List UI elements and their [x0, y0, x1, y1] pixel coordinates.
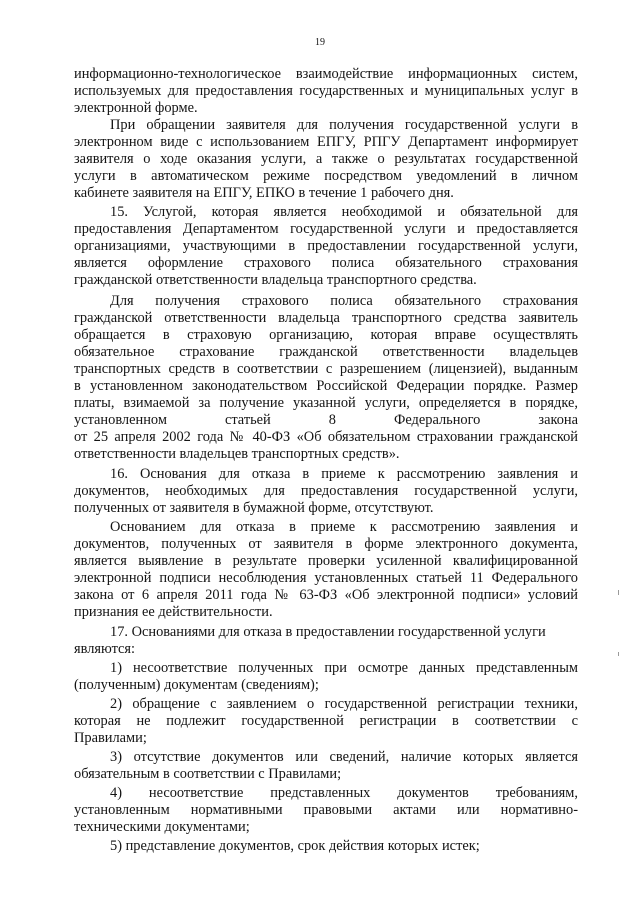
- scan-artifact-mark: [618, 590, 619, 595]
- text-line: услуги в автоматическом режиме посредством уведомлений в личном: [74, 168, 578, 184]
- text-line: Правилами;: [74, 730, 147, 746]
- text-line: (полученным) документам (сведениям);: [74, 677, 319, 693]
- text-line: 5) представление документов, срок действия которых истек;: [110, 838, 480, 854]
- text-line: 2) обращение с заявлением о государственной регистрации техники,: [110, 696, 578, 712]
- text-line: 17. Основаниями для отказа в предоставлении государственной услуги: [110, 624, 546, 640]
- text-line: информационно-технологическое взаимодействие информационных систем,: [74, 66, 578, 82]
- text-line: При обращении заявителя для получения государственной услуги в: [110, 117, 578, 133]
- text-line: предоставления Департаментом государственной услуги и предоставляется: [74, 221, 578, 237]
- page-number: 19: [315, 37, 325, 48]
- scan-artifact-mark: [618, 652, 619, 656]
- text-line: от 25 апреля 2002 года № 40-ФЗ «Об обязательном страховании гражданской: [74, 429, 578, 445]
- text-line: электронной подписи несоблюдения установленных статьей 11 Федерального: [74, 570, 578, 586]
- text-line: является оформление страхового полиса обязательного страхования: [74, 255, 578, 271]
- text-line: признания ее действительности.: [74, 604, 273, 620]
- text-line: кабинете заявителя на ЕПГУ, ЕПКО в течение 1 рабочего дня.: [74, 185, 454, 201]
- text-line: закона от 6 апреля 2011 года № 63-ФЗ «Об электронной подписи» условий: [74, 587, 578, 603]
- text-line: Для получения страхового полиса обязательного страхования: [110, 293, 578, 309]
- text-line: обязательное страхование гражданской ответственности владельцев: [74, 344, 578, 360]
- text-line: является выявление в результате проверки усиленной квалифицированной: [74, 553, 578, 569]
- text-line: установленном статьей 8 Федерального закона: [74, 412, 578, 428]
- text-line: электронном виде с использованием ЕПГУ, РПГУ Департамент информирует: [74, 134, 578, 150]
- text-line: заявителя о ходе оказания услуги, а также о результатах государственной: [74, 151, 578, 167]
- text-line: обязательным в соответствии с Правилами;: [74, 766, 342, 782]
- text-line: используемых для предоставления государственных и муниципальных услуг в: [74, 83, 578, 99]
- text-line: гражданской ответственности владельца транспортного средства.: [74, 272, 477, 288]
- text-line: 1) несоответствие полученных при осмотре данных представленным: [110, 660, 578, 676]
- text-line: техническими документами;: [74, 819, 250, 835]
- text-line: организациями, участвующими в предоставлении государственной услуги,: [74, 238, 578, 254]
- text-line: ответственности владельцев транспортных средств».: [74, 446, 400, 462]
- text-line: в установленном законодательством Российской Федерации порядке. Размер: [74, 378, 578, 394]
- text-line: 16. Основания для отказа в приеме к рассмотрению заявления и: [110, 466, 578, 482]
- text-line: Основанием для отказа в приеме к рассмотрению заявления и: [110, 519, 578, 535]
- text-line: документов, полученных от заявителя в форме электронного документа,: [74, 536, 578, 552]
- text-line: установленным нормативными правовыми актами или нормативно-: [74, 802, 578, 818]
- text-line: являются:: [74, 641, 136, 657]
- text-line: 15. Услугой, которая является необходимой и обязательной для: [110, 204, 578, 220]
- text-line: 3) отсутствие документов или сведений, наличие которых является: [110, 749, 578, 765]
- text-line: которая не подлежит государственной регистрации в соответствии с: [74, 713, 578, 729]
- text-line: обращается в страховую организацию, которая вправе осуществлять: [74, 327, 578, 343]
- text-line: полученных от заявителя в бумажной форме, отсутствуют.: [74, 500, 434, 516]
- text-line: 4) несоответствие представленных документов требованиям,: [110, 785, 578, 801]
- text-line: гражданской ответственности владельца транспортного средства заявитель: [74, 310, 578, 326]
- text-line: документов, необходимых для предоставления государственной услуги,: [74, 483, 578, 499]
- text-line: транспортных средств в соответствии с разрешением (лицензией), выданным: [74, 361, 578, 377]
- text-line: платы, взимаемой за получение указанной услуги, определяется в порядке,: [74, 395, 578, 411]
- text-line: электронной форме.: [74, 100, 198, 116]
